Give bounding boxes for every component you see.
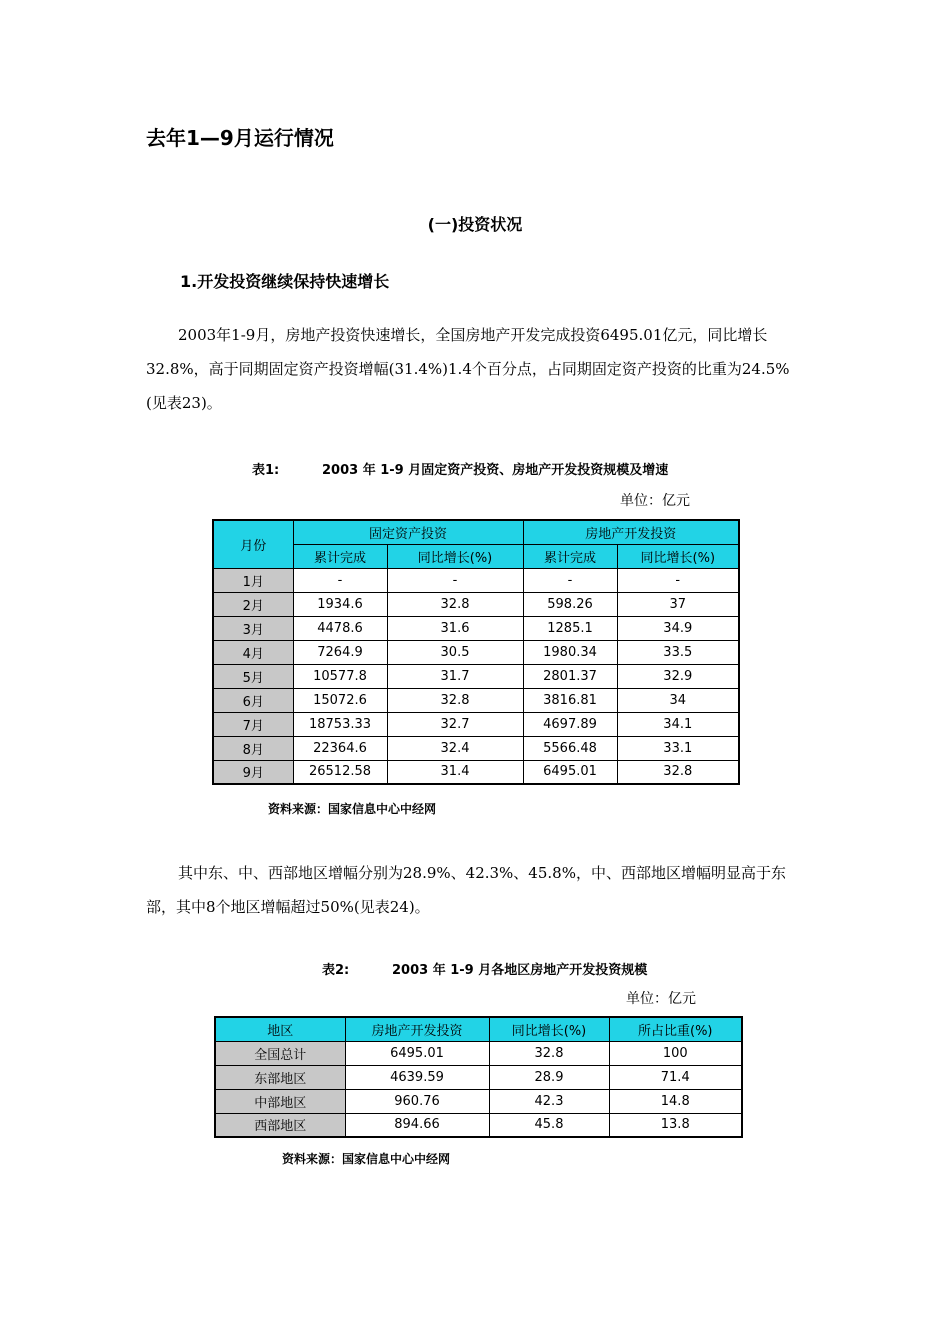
table1-fa-cum-cell: - [293, 568, 387, 592]
table1-header-yoy: 同比增长(%) [387, 544, 523, 568]
table2-region-cell: 中部地区 [215, 1089, 345, 1113]
table2-share-cell: 13.8 [609, 1113, 742, 1137]
table1-re-cum-cell: 598.26 [523, 592, 617, 616]
table1-row [213, 568, 739, 592]
table2-invest-cell: 960.76 [345, 1089, 489, 1113]
table1-month-cell: 5月 [213, 664, 293, 688]
page-heading: 去年1—9月运行情况 [146, 126, 334, 150]
table1-re-cum-cell: 1980.34 [523, 640, 617, 664]
table2-unit: 单位：亿元 [626, 991, 696, 1007]
table2-source: 资料来源：国家信息中心中经网 [282, 1152, 451, 1166]
table2-share-cell: 14.8 [609, 1089, 742, 1113]
table1-re-cum-cell: 2801.37 [523, 664, 617, 688]
table1-re-yoy-cell: 34.1 [617, 712, 739, 736]
table2-yoy-cell: 28.9 [489, 1065, 609, 1089]
table1-header-real-estate: 房地产开发投资 [523, 520, 739, 544]
table1-re-yoy-cell: 32.8 [617, 760, 739, 784]
table1-header-fixed-asset: 固定资产投资 [293, 520, 523, 544]
table2-header-region: 地区 [215, 1017, 345, 1041]
table1-row [213, 712, 739, 736]
table1-header-cum: 累计完成 [293, 544, 387, 568]
table1-month-cell: 6月 [213, 688, 293, 712]
table1-header-yoy: 同比增长(%) [617, 544, 739, 568]
table1-month-cell: 8月 [213, 736, 293, 760]
table1-re-yoy-cell: 37 [617, 592, 739, 616]
table1-month-cell: 3月 [213, 616, 293, 640]
table1-fa-yoy-cell: 31.4 [387, 760, 523, 784]
table1-fa-cum-cell: 1934.6 [293, 592, 387, 616]
table1-fa-cum-cell: 26512.58 [293, 760, 387, 784]
table1-fa-cum-cell: 15072.6 [293, 688, 387, 712]
table1-re-yoy-cell: 33.1 [617, 736, 739, 760]
table1-row [213, 616, 739, 640]
table2-header-share: 所占比重(%) [609, 1017, 742, 1041]
table1-source: 资料来源：国家信息中心中经网 [268, 802, 437, 816]
table1-fa-cum-cell: 7264.9 [293, 640, 387, 664]
table1-fa-yoy-cell: 32.7 [387, 712, 523, 736]
table2-invest-cell: 4639.59 [345, 1065, 489, 1089]
table2-title: 2003 年 1-9 月各地区房地产开发投资规模 [392, 963, 648, 978]
table1-month-cell: 9月 [213, 760, 293, 784]
table1-fa-cum-cell: 4478.6 [293, 616, 387, 640]
table1-fa-cum-cell: 10577.8 [293, 664, 387, 688]
table1-month-cell: 1月 [213, 568, 293, 592]
table2-region-cell: 东部地区 [215, 1065, 345, 1089]
table1-re-yoy-cell: - [617, 568, 739, 592]
table2-invest-cell: 6495.01 [345, 1041, 489, 1065]
table2-row [215, 1089, 742, 1113]
table1-month-cell: 7月 [213, 712, 293, 736]
table1-row [213, 592, 739, 616]
table1-row [213, 640, 739, 664]
table1-title: 2003 年 1-9 月固定资产投资、房地产开发投资规模及增速 [322, 463, 669, 478]
table1-re-cum-cell: 5566.48 [523, 736, 617, 760]
table1-fa-yoy-cell: 31.6 [387, 616, 523, 640]
table1-re-cum-cell: 6495.01 [523, 760, 617, 784]
table1-re-yoy-cell: 33.5 [617, 640, 739, 664]
paragraph-1: 2003年1-9月，房地产投资快速增长，全国房地产开发完成投资6495.01亿元，同比增长32.8%，高于同期固定资产投资增幅(31.4%)1.4个百分点，占同期固定资产投资的比重为24.5%(见表23)。 [146, 326, 790, 412]
table1-fa-yoy-cell: 32.8 [387, 592, 523, 616]
table1-fa-yoy-cell: 30.5 [387, 640, 523, 664]
table1 [212, 519, 740, 785]
table1-fa-yoy-cell: 32.4 [387, 736, 523, 760]
table1-header-month: 月份 [213, 520, 293, 568]
table1-month-cell: 4月 [213, 640, 293, 664]
table2-label: 表2: [322, 963, 350, 978]
table1-fa-cum-cell: 18753.33 [293, 712, 387, 736]
table1-re-yoy-cell: 34.9 [617, 616, 739, 640]
table1-fa-cum-cell: 22364.6 [293, 736, 387, 760]
table1-re-yoy-cell: 34 [617, 688, 739, 712]
table2-row [215, 1113, 742, 1137]
table1-row [213, 664, 739, 688]
table2-row [215, 1065, 742, 1089]
table2-yoy-cell: 32.8 [489, 1041, 609, 1065]
sub-title: 1.开发投资继续保持快速增长 [180, 272, 390, 291]
table1-unit: 单位：亿元 [620, 493, 690, 509]
table1-fa-yoy-cell: 32.8 [387, 688, 523, 712]
table2-yoy-cell: 42.3 [489, 1089, 609, 1113]
table2-header-investment: 房地产开发投资 [345, 1017, 489, 1041]
table1-header-cum: 累计完成 [523, 544, 617, 568]
table1-re-cum-cell: - [523, 568, 617, 592]
section-title: (一)投资状况 [427, 215, 523, 234]
table2 [214, 1016, 743, 1138]
table2-yoy-cell: 45.8 [489, 1113, 609, 1137]
table1-row [213, 736, 739, 760]
table1-re-cum-cell: 1285.1 [523, 616, 617, 640]
table2-share-cell: 100 [609, 1041, 742, 1065]
table1-row [213, 760, 739, 784]
table1-month-cell: 2月 [213, 592, 293, 616]
table2-region-cell: 西部地区 [215, 1113, 345, 1137]
table2-header-yoy: 同比增长(%) [489, 1017, 609, 1041]
table1-re-yoy-cell: 32.9 [617, 664, 739, 688]
table2-row [215, 1041, 742, 1065]
table1-re-cum-cell: 3816.81 [523, 688, 617, 712]
table2-invest-cell: 894.66 [345, 1113, 489, 1137]
table1-fa-yoy-cell: 31.7 [387, 664, 523, 688]
table2-share-cell: 71.4 [609, 1065, 742, 1089]
paragraph-2: 其中东、中、西部地区增幅分别为28.9%、42.3%、45.8%，中、西部地区增幅明显高于东部，其中8个地区增幅超过50%(见表24)。 [146, 864, 786, 916]
table1-fa-yoy-cell: - [387, 568, 523, 592]
table1-label: 表1: [252, 463, 280, 478]
table1-re-cum-cell: 4697.89 [523, 712, 617, 736]
table2-region-cell: 全国总计 [215, 1041, 345, 1065]
table1-row [213, 688, 739, 712]
